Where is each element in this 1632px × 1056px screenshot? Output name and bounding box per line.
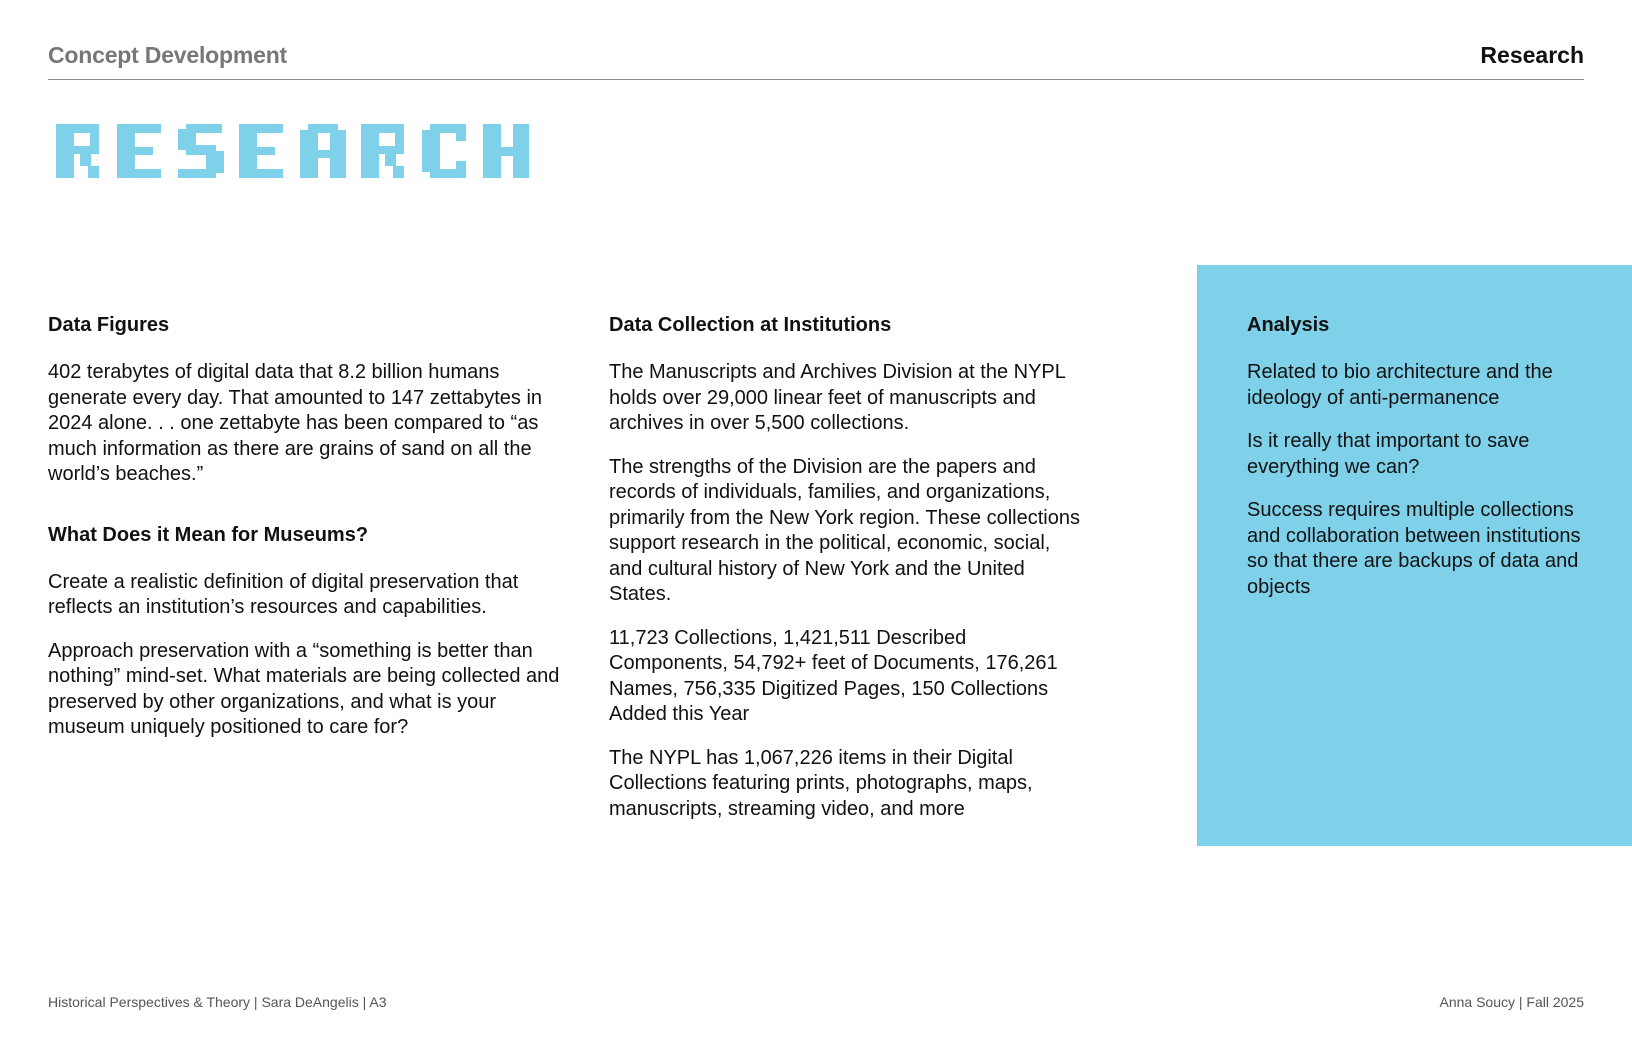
museums-paragraph: Approach preservation with a “something is better than nothing” mind-set. What materials are being collected and preserved by other organizations, and what is your museum uniquely positioned to care for? xyxy=(48,639,560,738)
pixel-letter-s xyxy=(178,124,226,178)
pixel-letter-r xyxy=(361,124,409,178)
pixel-letter-h xyxy=(483,124,531,178)
section-title: Concept Development xyxy=(48,42,288,68)
museums-heading: What Does it Mean for Museums? xyxy=(48,523,369,546)
pixel-letter-c xyxy=(422,124,470,178)
institutions-heading: Data Collection at Institutions xyxy=(609,314,892,336)
museums-paragraph: Create a realistic definition of digital preservation that reflects an institution’s resources and capabilities. xyxy=(48,570,519,618)
page-label: Research xyxy=(1480,42,1584,68)
column-institutions xyxy=(609,312,1084,840)
pixel-letter-e xyxy=(239,124,287,178)
footer-course-info: Historical Perspectives & Theory | Sara DeAngelis | A3 xyxy=(48,994,387,1010)
column-analysis xyxy=(1247,312,1587,618)
footer-author-info: Anna Soucy | Fall 2025 xyxy=(1439,994,1584,1010)
analysis-paragraph: Success requires multiple collections and collaboration between institutions so that there are backups of data and objects xyxy=(1247,499,1581,598)
institutions-paragraph: 11,723 Collections, 1,421,511 Described Components, 54,792+ feet of Documents, 176,261 Names, 756,335 Digitized Pages, 150 Collections Added this Year xyxy=(609,626,1058,725)
analysis-paragraph: Related to bio architecture and the ideology of anti-permanence xyxy=(1247,361,1553,409)
data-figures-paragraph: 402 terabytes of digital data that 8.2 billion humans generate every day. That amounted to 147 zettabytes in 2024 alone. . . one zettabyte has been compared to “as much information as there are grains of sand on all the world’s beaches.” xyxy=(48,361,543,485)
pixel-letter-e xyxy=(117,124,165,178)
pixel-letter-a xyxy=(300,124,348,178)
header-divider xyxy=(48,79,1584,80)
analysis-paragraph: Is it really that important to save everything we can? xyxy=(1247,430,1530,478)
pixel-title-graphic xyxy=(56,124,531,178)
institutions-paragraph: The Manuscripts and Archives Division at the NYPL holds over 29,000 linear feet of manuscripts and archives in over 5,500 collections. xyxy=(609,361,1066,434)
analysis-heading: Analysis xyxy=(1247,314,1330,336)
data-figures-heading: Data Figures xyxy=(48,314,170,336)
pixel-letter-r xyxy=(56,124,104,178)
institutions-paragraph: The strengths of the Division are the papers and records of individuals, families, and organizations, primarily from the New York region. These collections support research in the political, economic, social, and cultural history of New York and the United States. xyxy=(609,455,1080,605)
page-title xyxy=(56,124,531,178)
institutions-paragraph: The NYPL has 1,067,226 items in their Digital Collections featuring prints, photographs, maps, manuscripts, streaming video, and more xyxy=(609,746,1033,820)
column-data-figures xyxy=(48,312,568,759)
